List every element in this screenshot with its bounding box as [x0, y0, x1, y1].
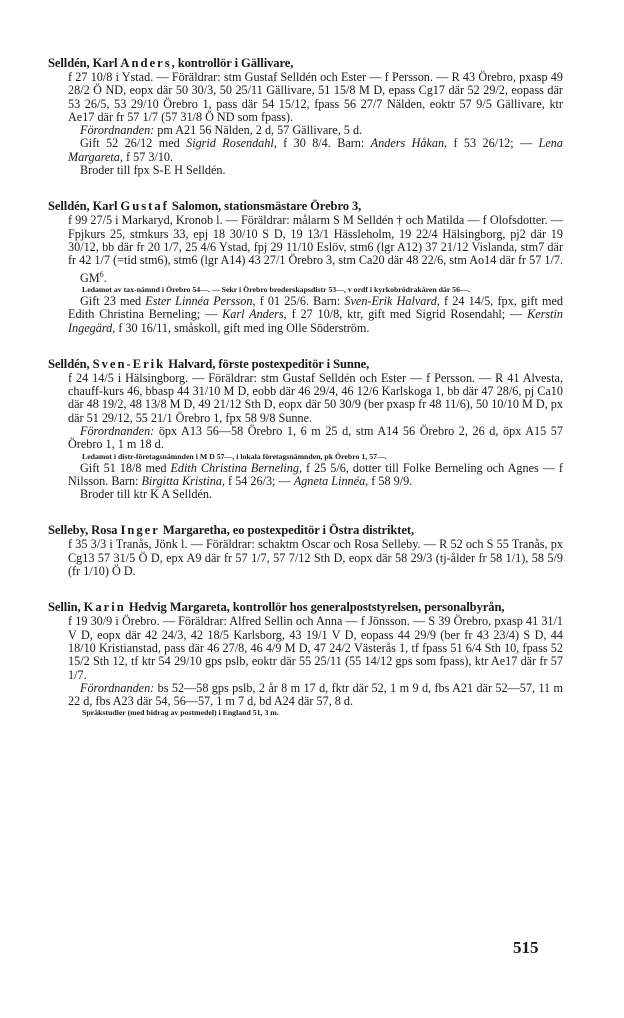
entry-decoration: $GM^6$.	[80, 269, 107, 285]
entry-family: Gift 23 med Ester Linnéa Persson, f 01 25/6. Barn: Sven-Erik Halvard, f 24 14/5, fpx, gift med Edith Christina Berneling; — Karl Anders, f 27 10/8, ktr, gift med Sigrid Rosendahl; — Kerstin Ingegärd, f 30 16/11, småskoll, gift med ing Olle Söderström.	[68, 293, 563, 335]
entry-sven-erik	[48, 357, 563, 502]
entry-relations: Broder till fpx S-E H Selldén.	[80, 163, 226, 178]
entry-appointments: Förordnanden: öpx A13 56—58 Örebro 1, 6 m 25 d, stm A14 56 Örebro 2, 26 d, öpx A15 57 Örebro 1, 1 m 18 d.	[68, 424, 563, 452]
entry-family: Gift 51 18/8 med Edith Christina Berneling, f 25 5/6, dotter till Folke Berneling och Agnes — f Nilsson. Barn: Birgitta Kristina, f 54 26/3; — Agneta Linnéa, f 58 9/9.	[68, 460, 563, 488]
entry-relations: Broder till ktr K A Selldén.	[80, 487, 213, 502]
entry-heading: Selldén, Karl Gustaf Salomon, stationsmästare Örebro 3,	[48, 199, 362, 214]
entry-assignments: Ledamot i distr-företagsnämnden i M D 57—, i lokala företagsnämnden, pk Örebro 1, 57—.	[82, 451, 387, 461]
entry-heading: Selleby, Rosa Inger Margaretha, eo postexpeditör i Östra distriktet,	[48, 523, 414, 538]
entry-career: f 27 10/8 i Ystad. — Föräldrar: stm Gustaf Selldén och Ester — f Persson. — R 43 Örebro, pxasp 49 28/2 Ö ND, eopx där 50 30/3, 50 25/11 Gällivare, 51 15/8 M D, epass Cg17 där 52 29/2, eopass där 53 26/5, 53 29/10 Örebro 1, pass där 54 15/12, fpass 56 27/7 Nälden, eoktr 57 9/5 Gällivare, ktr Ae17 där fr 57 1/7 (57 31/8 Ö ND som fpass).	[68, 70, 563, 124]
entry-career: f 35 3/3 i Tranås, Jönk l. — Föräldrar: schaktm Oscar och Rosa Selleby. — R 52 och S 55 Tranås, px Cg13 57 31/5 Ö D, epx A9 där fr 57 1/7, 57 7/12 Sth D, eopx där 58 29/3 (tj-ålder fr 58 1/1), 58 5/9 (fr 1/10) Ö D.	[68, 537, 563, 579]
entry-appointments: Förordnanden: pm A21 56 Nälden, 2 d, 57 Gällivare, 5 d.	[80, 123, 363, 138]
entry-studies: Språkstudier (med bidrag av postmedel) i England 51, 3 m.	[82, 708, 279, 718]
entry-assignments: Ledamot av tax-nämnd i Örebro 54—. — Sekr i Örebro broderskapsdistr 53—, v ordf i kyrkobrödrakåren där 56—.	[82, 284, 470, 294]
entry-heading: Selldén, Sven-Erik Halvard, förste postexpeditör i Sunne,	[48, 356, 370, 371]
entry-career: f 19 30/9 i Örebro. — Föräldrar: Alfred Sellin och Anna — f Jönsson. — S 39 Örebro, pxasp 41 31/1 V D, eopx där 42 24/3, 42 18/5 Karlsborg, 43 19/1 V D, eopass 44 29/9 (ber fr 43 23/4) S D, 44 18/10 Kristianstad, pass där 46 27/8, 46 4/9 M D, 47 24/2 Västerås 1, tf fpass 51 6/4 Sth 10, fpass 52 15/2 Sth 12, tf ktr 54 29/10 gps pslb, eoktr där 55 25/11 (55 14/12 gps som fpass), ktr Ae17 där fr 57 1/7.	[68, 614, 563, 682]
entry-appointments: Förordnanden: bs 52—58 gps pslb, 2 år 8 m 17 d, fktr där 52, 1 m 9 d, fbs A21 där 52—57, 11 m 22 d, fbs A23 där 54, 56—57, 1 m 7 d, bd A24 där 57, 8 d.	[68, 680, 563, 709]
document-page	[48, 56, 563, 740]
entry-career: f 24 14/5 i Hälsingborg. — Föräldrar: stm Gustaf Selldén och Ester — f Persson. — R 41 Alvesta, chauff-kurs 46, bbasp 44 31/10 M D, eobb där 46 29/4, 46 12/6 Karlskoga 1, bb där 47 28/6, pj Ca10 där 48 19/2, 48 13/8 M D, 49 21/12 Sth D, eopx där 50 30/9 (ber pxasp fr 48 11/6), 50 10/10 M D, px där 51 29/12, 55 21/1 Örebro 1, fpx 58 9/8 Sunne.	[68, 370, 563, 425]
entry-gustaf	[48, 199, 563, 334]
entry-career: f 99 27/5 i Markaryd, Kronob l. — Föräldrar: målarm S M Selldén † och Matilda — f Olofsdotter. — Fpjkurs 25, stmkurs 33, epj 18 30/10 S D, 19 13/1 Hässleholm, 19 22/4 Hälsingborg, pj2 där 19 30/12, bb där fr 20 1/7, 25 4/6 Ystad, fpj 29 11/10 Eslöv, stm6 (lgr A12) 37 21/12 Vislanda, stm7 där fr 42 1/7 (=tid stm6), stm6 (lgr A14) 43 27/1 Örebro 3, stm Ca20 där 48 22/6, stm Ao14 där fr 57 1/7.	[68, 213, 564, 268]
entry-karin	[48, 600, 563, 718]
page-number: 515	[513, 938, 539, 957]
entry-heading: Selldén, Karl Anders, kontrollör i Gällivare,	[48, 56, 294, 70]
entry-inger	[48, 523, 563, 578]
entry-family: Gift 52 26/12 med Sigrid Rosendahl, f 30 8/4. Barn: Anders Håkan, f 53 26/12; — Lena Margareta, f 57 3/10.	[68, 136, 563, 164]
entry-anders	[48, 56, 563, 177]
entry-heading: Sellin, Karin Hedvig Margareta, kontrollör hos generalpoststyrelsen, personalbyrån,	[48, 600, 505, 615]
